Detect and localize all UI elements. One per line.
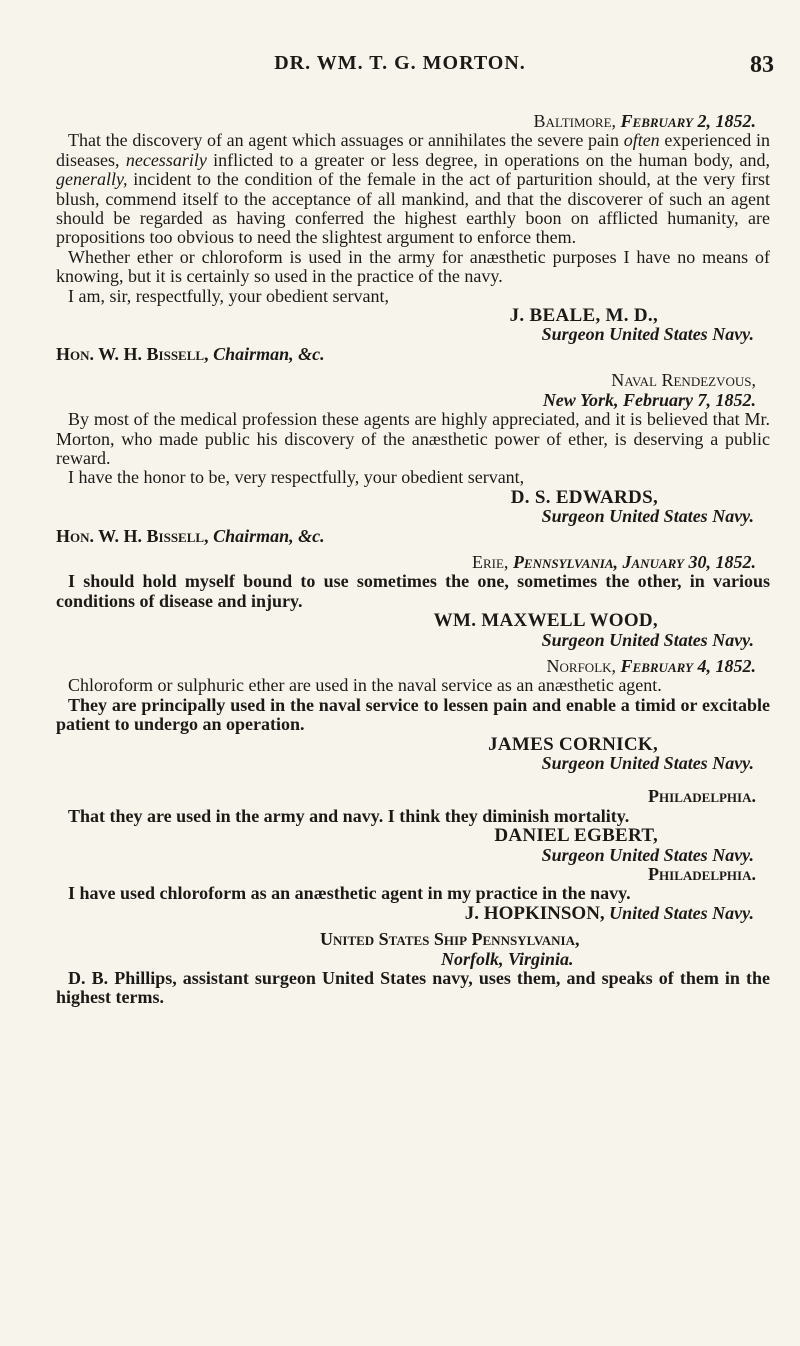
dateline: Erie, Pennsylvania, January 30, 1852. xyxy=(472,551,756,572)
letter-body: That they are used in the army and navy. I think they diminish mortality. xyxy=(68,805,630,826)
letter-body: Whether ether or chloroform is used in the army for anæsthetic purposes I have no means of knowing, but it is certainly so used in the practice of the navy. xyxy=(56,246,770,287)
dateline-date: New York, February 7, 1852. xyxy=(542,389,756,410)
signature: D. S. EDWARDS, xyxy=(510,486,658,508)
dateline: Baltimore, February 2, 1852. xyxy=(533,111,756,131)
page-header xyxy=(0,52,800,78)
signature: WM. MAXWELL WOOD, xyxy=(433,610,658,632)
closing: I have the honor to be, very respectfully, your obedient servant, xyxy=(68,467,525,488)
signature-line xyxy=(56,904,770,923)
signer-title: Surgeon United States Navy. xyxy=(541,753,754,773)
signer-title: Surgeon United States Navy. xyxy=(541,506,754,527)
page-number: 83 xyxy=(750,52,774,78)
dateline-place: Philadelphia. xyxy=(648,786,756,807)
signer-title: Surgeon United States Navy. xyxy=(541,629,754,650)
letter-body: They are principally used in the naval service to lessen pain and enable a timid or excitable patient to undergo an operation. xyxy=(56,694,770,735)
addressee: Hon. W. H. Bissell, Chairman, &c. xyxy=(56,343,325,364)
signer-title: Surgeon United States Navy. xyxy=(541,844,754,865)
signer-title: Surgeon United States Navy. xyxy=(541,324,754,345)
signature: J. HOPKINSON, xyxy=(464,902,605,924)
letter-body: I should hold myself bound to use sometimes the one, sometimes the other, in various conditions of disease and injury. xyxy=(56,571,770,611)
signature: J. BEALE, M. D., xyxy=(509,305,658,327)
letter-body: I have used chloroform as an anæsthetic agent in my practice in the navy. xyxy=(68,883,631,904)
letter-cornick xyxy=(56,657,770,773)
addressee: Hon. W. H. Bissell, Chairman, &c. xyxy=(56,525,325,546)
letter-phillips xyxy=(56,930,770,1008)
dateline-place: Naval Rendezvous, xyxy=(611,370,756,391)
running-title: DR. WM. T. G. MORTON. xyxy=(274,52,526,74)
letter-egbert xyxy=(56,787,770,865)
letter-edwards xyxy=(56,371,770,546)
letter-hopkinson xyxy=(56,865,770,923)
dateline-place: Philadelphia. xyxy=(648,864,756,885)
signer-title: United States Navy. xyxy=(609,902,754,923)
letter-body: That the discovery of an agent which assuages or annihilates the severe pain often experienced in diseases, necessarily inflicted to a greater or less degree, in operations on the human body, and, generally, incident to the condition of the female in the act of parturition should, at the very first blush, commend itself to the acceptance of all mankind, and that the discoverer of such an agent should be regarded as having conferred the highest earthly boon on afflicted humanity, are propositions too obvious to need the slightest argument to enforce them. xyxy=(56,130,770,248)
letter-body: D. B. Phillips, assistant surgeon United States navy, uses them, and speaks of them in the highest terms. xyxy=(56,968,770,1008)
dateline: Norfolk, February 4, 1852. xyxy=(546,655,756,676)
letter-body: By most of the medical profession these agents are highly appreciated, and it is believed that Mr. Morton, who made public his discovery of the anæsthetic power of ether, is deserving a public reward. xyxy=(56,409,770,468)
dateline-date: Norfolk, Virginia. xyxy=(441,948,574,969)
signature: JAMES CORNICK, xyxy=(488,733,658,755)
signature: DANIEL EGBERT, xyxy=(494,825,658,847)
closing: I am, sir, respectfully, your obedient servant, xyxy=(68,285,390,306)
dateline-place: United States Ship Pennsylvania, xyxy=(320,929,580,950)
letter-wood xyxy=(56,553,770,650)
page-body xyxy=(56,112,770,1008)
letter-body: Chloroform or sulphuric ether are used in the naval service as an anæsthetic agent. xyxy=(68,675,662,696)
letter-beale xyxy=(56,112,770,364)
